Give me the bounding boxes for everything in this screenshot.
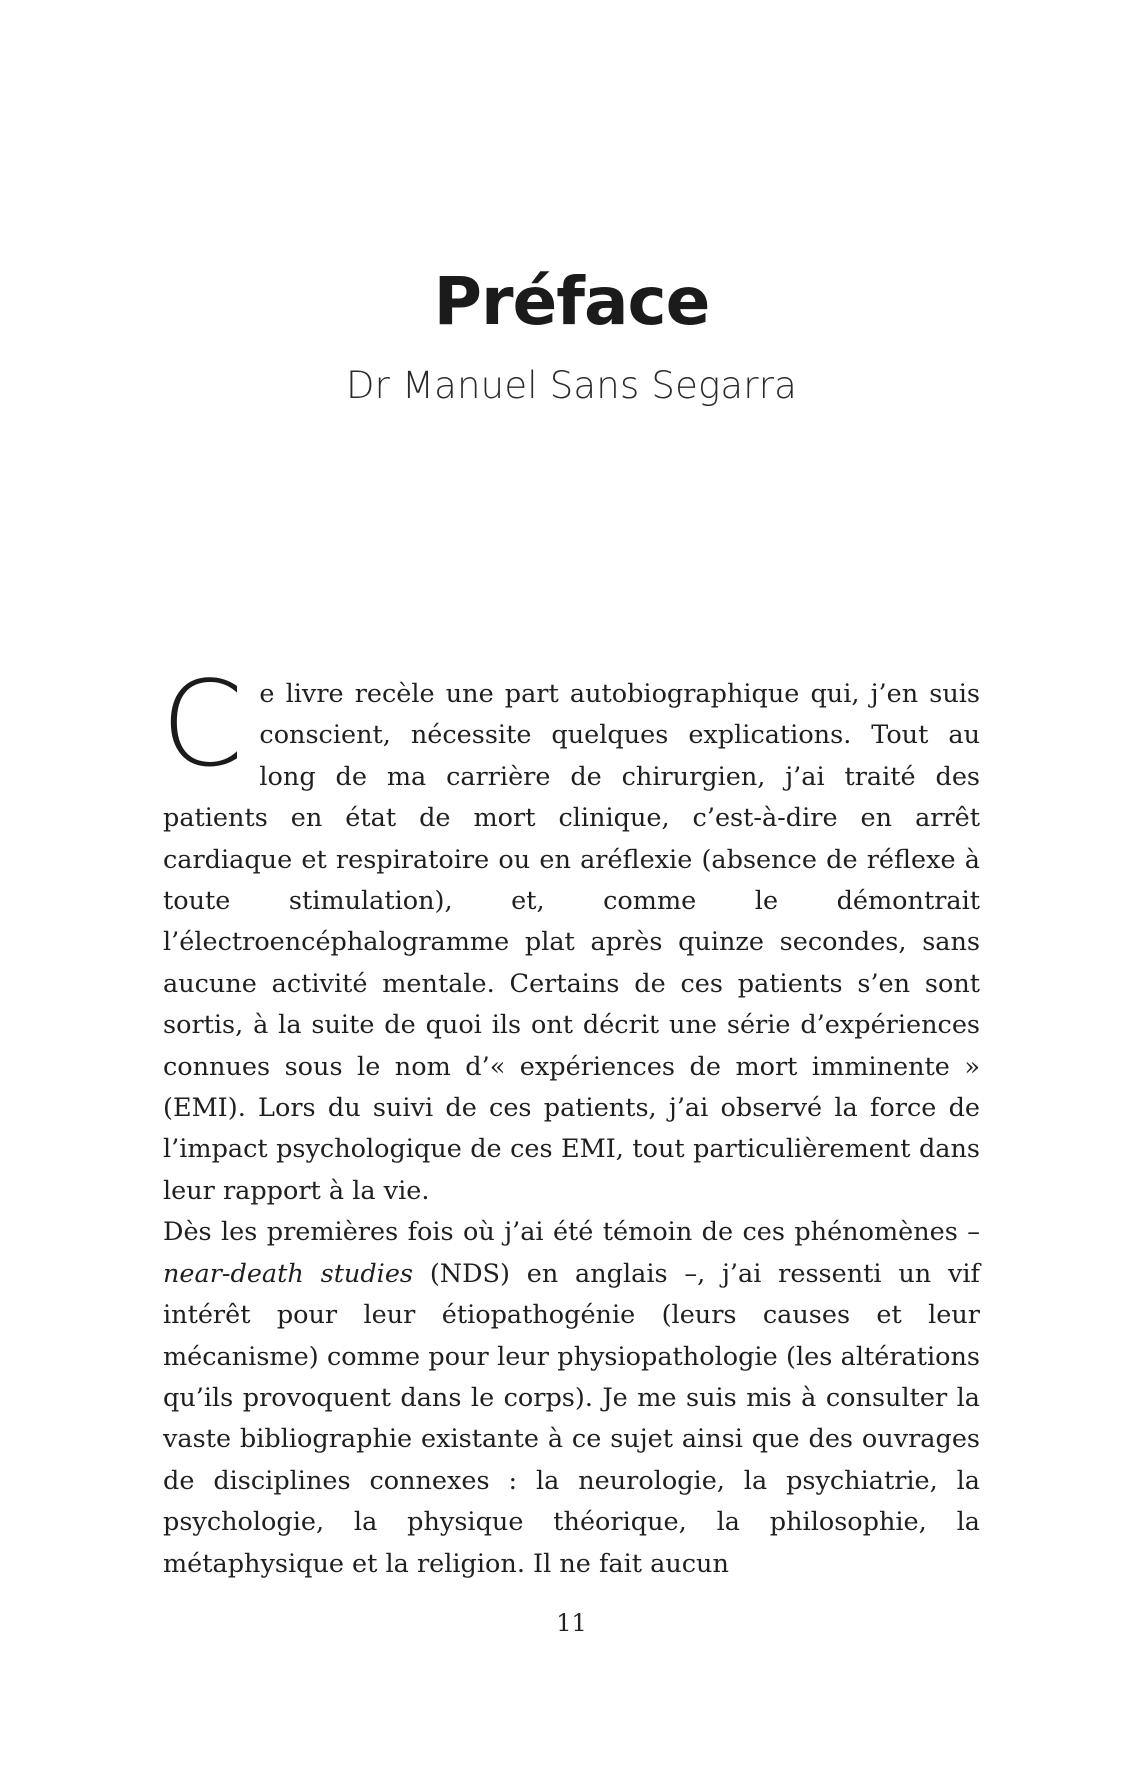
paragraph-2-rest: (NDS) en anglais –, j’ai ressenti un vif intérêt pour leur étiopathogénie (leurs causes et leur mécanisme) comme pour leur physiopathologie (les altérations qu’ils provoquent dans le corps). Je me suis mis à consulter la vaste bibliographie existante à ce sujet ainsi que des ouvrages de disciplines connexes : la neurologie, la psychiatrie, la psychologie, la physique théorique, la philosophie, la métaphysique et la religion. Il ne fait aucun <box>163 1258 980 1579</box>
body-text <box>161 655 980 1585</box>
chapter-title: Préface <box>433 263 710 340</box>
paragraph-1-text: e livre recèle une part autobiographique qui, j’en suis conscient, nécessite quelques explications. Tout au long de ma carrière de chirurgien, j’ai traité des patients en état de mort clinique, c’est-à-dire en arrêt cardiaque et respiratoire ou en aréflexie (absence de réflexe à toute stimulation), et, comme le démontrait l’électroencéphalogramme plat après quinze secondes, sans aucune activité mentale. Certains de ces patients s’en sont sortis, à la suite de quoi ils ont décrit une série d’expériences connues sous le nom d’« expériences de mort imminente » (EMI). Lors du suivi de ces patients, j’ai observé la force de l’impact psychologique de ces EMI, tout particulièrement dans leur rapport à la vie. <box>163 679 980 1206</box>
paragraph-1 <box>161 655 980 1212</box>
paragraph-2-lead: Dès les premières fois où j’ai été témoin de ces phénomènes – <box>163 1217 980 1248</box>
paragraph-2-term: near-death studies <box>163 1258 414 1289</box>
page-number: 11 <box>556 1609 587 1637</box>
chapter-author: Dr Manuel Sans Segarra <box>345 364 798 407</box>
drop-cap: C <box>161 655 244 793</box>
paragraph-2 <box>163 1212 980 1585</box>
